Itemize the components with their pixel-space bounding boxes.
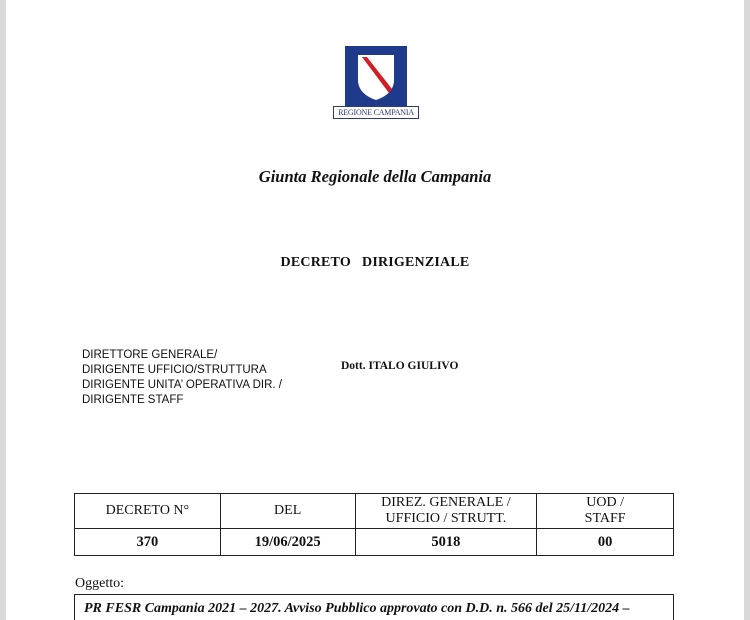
roles-block: [82, 348, 282, 408]
header-uod: [537, 494, 674, 529]
role-line: DIRIGENTE UFFICIO/STRUTTURA: [82, 364, 267, 376]
role-line: DIRIGENTE UNITA’ OPERATIVA DIR. /: [82, 379, 282, 391]
decreto-numero-value: 370: [75, 529, 221, 556]
role-line: DIRIGENTE STAFF: [82, 394, 184, 406]
document-type-title: DECRETO DIRIGENZIALE: [280, 255, 470, 270]
header-del: DEL: [220, 494, 355, 529]
oggetto-text: PR FESR Campania 2021 – 2027. Avviso Pubblico approvato con D.D. n. 566 del 25/11/2024 –: [84, 601, 630, 616]
header-uod-line2: STAFF: [584, 511, 626, 526]
institution-title: Giunta Regionale della Campania: [258, 167, 492, 186]
logo-caption: REGIONE CAMPANIA: [333, 106, 419, 119]
decreto-data-value: 19/06/2025: [220, 529, 355, 556]
header-decreto-numero: DECRETO N°: [75, 494, 221, 529]
direzione-value: 5018: [355, 529, 537, 556]
header-direzione: [355, 494, 537, 529]
header-uod-line1: UOD /: [586, 495, 624, 510]
decree-table: [74, 493, 674, 556]
table-values-row: [75, 529, 674, 556]
dirigente-name: Dott. ITALO GIULIVO: [341, 360, 459, 372]
header-direzione-line1: DIREZ. GENERALE /: [381, 495, 511, 510]
document-page: [6, 0, 744, 620]
role-line: DIRETTORE GENERALE/: [82, 349, 218, 361]
table-header-row: [75, 494, 674, 529]
regione-campania-logo: [333, 46, 419, 120]
oggetto-box: [74, 594, 674, 620]
header-direzione-line2: UFFICIO / STRUTT.: [385, 511, 507, 526]
uod-value: 00: [537, 529, 674, 556]
oggetto-label: Oggetto:: [75, 576, 124, 591]
coat-of-arms-icon: [345, 46, 407, 106]
